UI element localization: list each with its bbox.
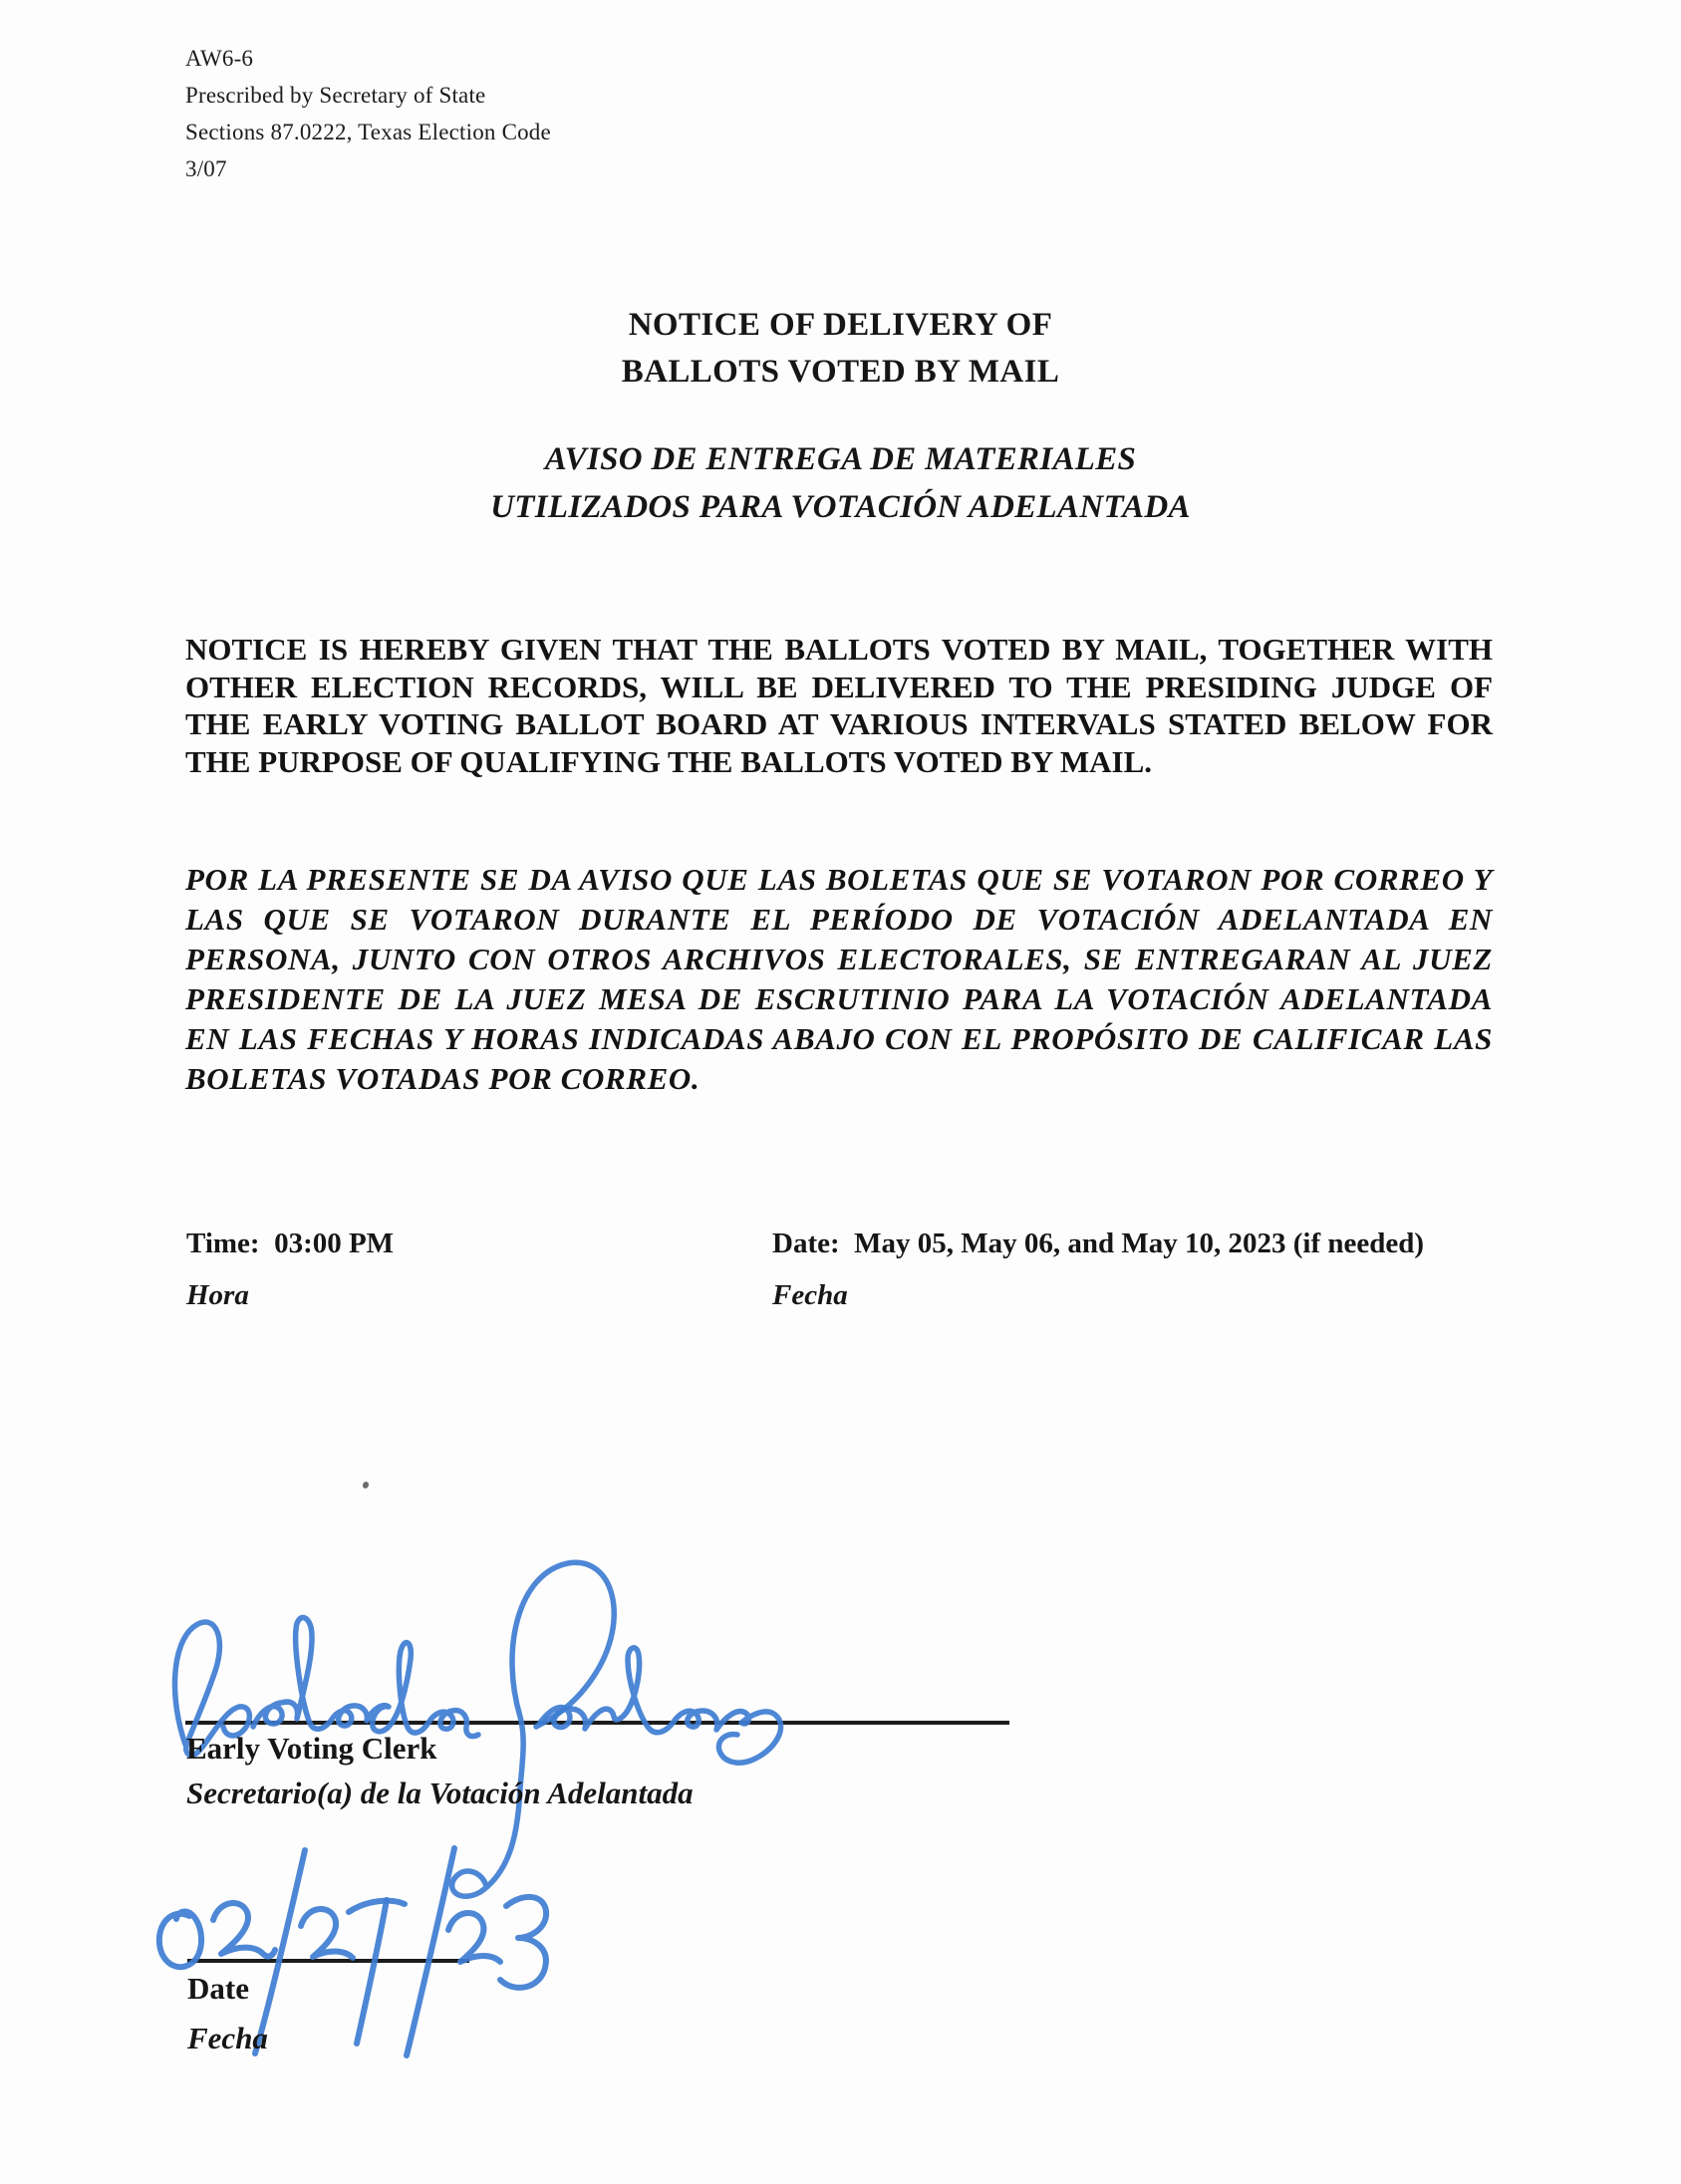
- time-row: [186, 1228, 394, 1260]
- page-subtitle-line2: UTILIZADOS PARA VOTACIÓN ADELANTADA: [490, 489, 1191, 525]
- notice-paragraph-english: NOTICE IS HEREBY GIVEN THAT THE BALLOTS VOTED BY MAIL, TOGETHER WITH OTHER ELECTION RECORDS, WILL BE DELIVERED TO THE PRESIDING JUDGE OF THE EARLY VOTING BALLOT BOARD AT VARIOUS INTERVALS STATED BELOW FOR THE PURPOSE OF QUALIFYING THE BALLOTS VOTED BY MAIL.: [185, 632, 1493, 779]
- form-sections: Sections 87.0222, Texas Election Code: [185, 120, 551, 144]
- form-number: AW6-6: [185, 46, 254, 71]
- stray-scan-mark: [362, 1481, 370, 1490]
- form-revision: 3/07: [185, 156, 227, 181]
- page-title-line1: NOTICE OF DELIVERY OF: [628, 307, 1053, 343]
- date-label: Date:: [772, 1228, 840, 1259]
- page-subtitle-spanish: [0, 435, 1681, 531]
- page-subtitle-line1: AVISO DE ENTREGA DE MATERIALES: [544, 441, 1137, 477]
- date-caption-spanish: Fecha: [187, 2021, 268, 2055]
- signature-role-label: Early Voting Clerk: [186, 1731, 437, 1766]
- time-label-spanish: Hora: [186, 1279, 249, 1311]
- date-value: May 05, May 06, and May 10, 2023 (if needed): [854, 1228, 1425, 1259]
- date-row: [772, 1228, 1424, 1260]
- date-label-spanish: Fecha: [772, 1279, 848, 1311]
- page-title: [0, 302, 1681, 396]
- time-value: 03:00 PM: [274, 1228, 395, 1259]
- form-header: [185, 40, 551, 187]
- form-prescribed-by: Prescribed by Secretary of State: [185, 83, 486, 108]
- notice-paragraph-spanish: POR LA PRESENTE SE DA AVISO QUE LAS BOLETAS QUE SE VOTARON POR CORREO Y LAS QUE SE VOTARON DURANTE EL PERÍODO DE VOTACIÓN ADELANTADA EN PERSONA, JUNTO CON OTROS ARCHIVOS ELECTORALES, SE ENTREGARAN AL JUEZ PRESIDENTE DE LA JUEZ MESA DE ESCRUTINIO PARA LA VOTACIÓN ADELANTADA EN LAS FECHAS Y HORAS INDICADAS ABAJO CON EL PROPÓSITO DE CALIFICAR LAS BOLETAS VOTADAS POR CORREO.: [185, 862, 1493, 1096]
- time-label: Time:: [186, 1228, 260, 1259]
- date-caption: Date: [187, 1971, 249, 2006]
- page-title-line2: BALLOTS VOTED BY MAIL: [621, 354, 1060, 390]
- signature-role-label-spanish: Secretario(a) de la Votación Adelantada: [186, 1775, 694, 1810]
